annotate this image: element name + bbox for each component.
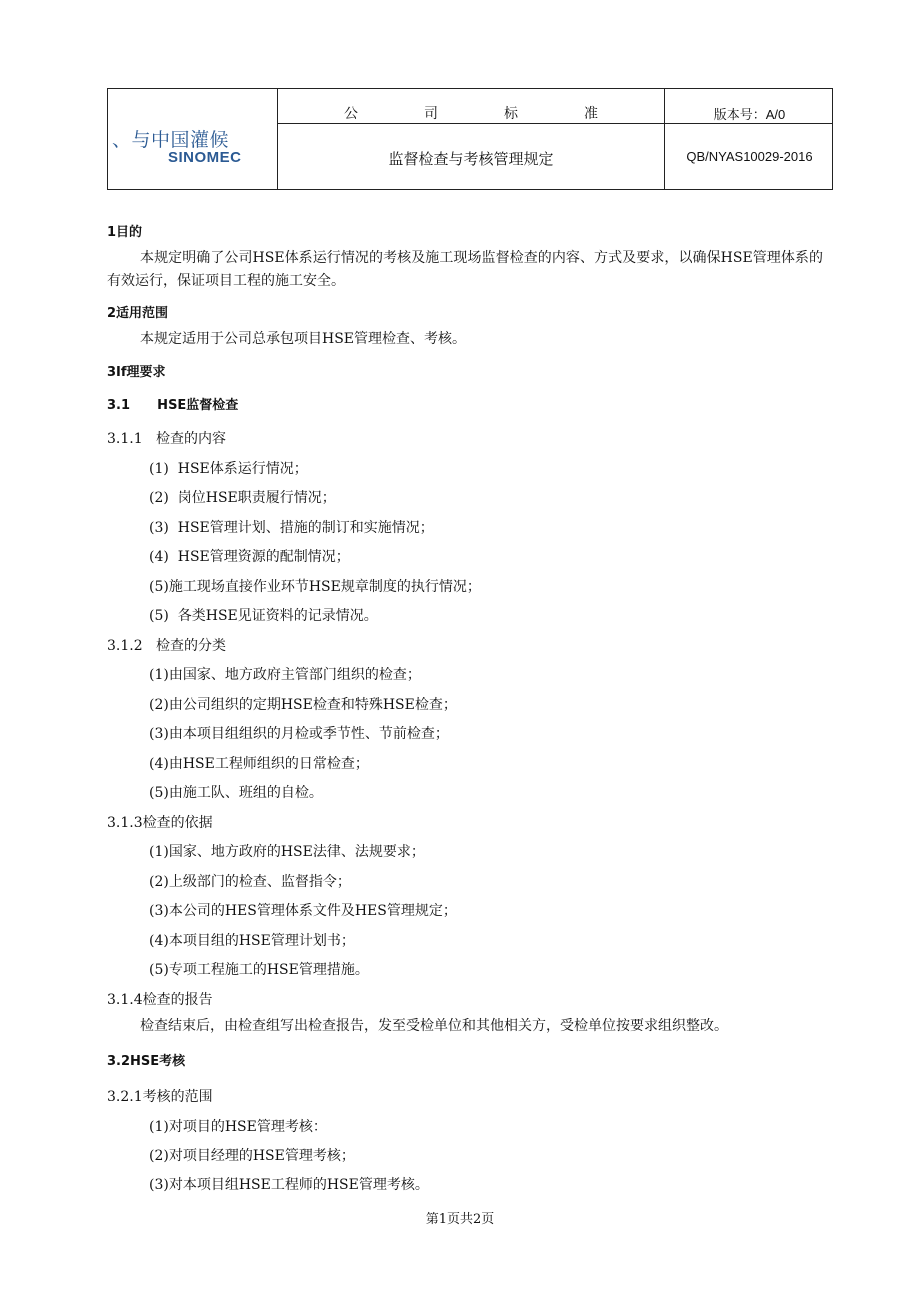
document-code: QB/NYAS10029-2016 xyxy=(686,149,813,164)
list-item: (3)由本项目组组织的月检或季节性、节前检查； xyxy=(149,726,449,742)
list-item: (4) HSE管理资源的配制情况； xyxy=(149,549,350,565)
section-heading: 2适用范围 xyxy=(107,306,169,321)
list-item: (5) 各类HSE见证资料的记录情况。 xyxy=(149,608,378,624)
document-header-table xyxy=(107,88,833,190)
list-item: (1) HSE体系运行情况； xyxy=(149,461,308,477)
company-standard-char: 准 xyxy=(584,106,598,122)
list-item: (3)对本项目组HSE工程师的HSE管理考核。 xyxy=(149,1177,429,1193)
header-divider xyxy=(277,123,832,124)
clause-heading: 3.1.1 检查的内容 xyxy=(107,431,226,447)
clause-heading: 3.2.1考核的范围 xyxy=(107,1089,213,1105)
list-item: (1)由国家、地方政府主管部门组织的检查； xyxy=(149,667,421,683)
company-standard-char: 标 xyxy=(504,106,518,122)
document-title: 监督检查与考核管理规定 xyxy=(388,151,554,168)
paragraph: 本规定明确了公司HSE体系运行情况的考核及施工现场监督检查的内容、方式及要求，以确保HSE管理体系的有效运行，保证项目工程的施工安全。 xyxy=(107,250,823,289)
list-item: (2) 岗位HSE职责履行情况； xyxy=(149,490,336,506)
list-item: (3) HSE管理计划、措施的制订和实施情况； xyxy=(149,520,434,536)
company-logo-en: SINOMEC xyxy=(168,149,242,166)
subsection-heading: 3.2HSE考核 xyxy=(107,1054,186,1069)
clause-heading: 3.1.3检查的依据 xyxy=(107,815,213,831)
list-item: (1)对项目的HSE管理考核： xyxy=(149,1119,327,1135)
section-heading: 3If理要求 xyxy=(107,365,166,380)
list-item: (4)本项目组的HSE管理计划书； xyxy=(149,933,355,949)
company-standard-label xyxy=(278,103,664,123)
paragraph: 检查结束后，由检查组写出检查报告，发至受检单位和其他相关方，受检单位按要求组织整改。 xyxy=(140,1018,728,1034)
company-standard-char: 公 xyxy=(344,106,358,122)
list-item: (2)由公司组织的定期HSE检查和特殊HSE检查； xyxy=(149,697,457,713)
list-item: (4)由HSE工程师组织的日常检查； xyxy=(149,756,369,772)
list-item: (3)本公司的HES管理体系文件及HES管理规定； xyxy=(149,903,457,919)
list-item: (2)上级部门的检查、监督指令； xyxy=(149,874,351,890)
list-item: (5)由施工队、班组的自检。 xyxy=(149,785,323,801)
list-item: (5)专项工程施工的HSE管理措施。 xyxy=(149,962,369,978)
clause-heading: 3.1.2 检查的分类 xyxy=(107,638,226,654)
section-heading: 1目的 xyxy=(107,225,143,240)
page-number: 第1页共2页 xyxy=(425,1212,495,1227)
list-item: (1)国家、地方政府的HSE法律、法规要求； xyxy=(149,844,425,860)
clause-heading: 3.1.4检查的报告 xyxy=(107,992,213,1008)
paragraph: 本规定适用于公司总承包项目HSE管理检查、考核。 xyxy=(140,331,467,347)
version-number: 版本号：A/0 xyxy=(713,107,786,122)
company-logo-cn: 、与中国灌候 xyxy=(112,129,230,151)
company-standard-char: 司 xyxy=(424,106,438,122)
list-item: (5)施工现场直接作业环节HSE规章制度的执行情况； xyxy=(149,579,481,595)
list-item: (2)对项目经理的HSE管理考核； xyxy=(149,1148,355,1164)
subsection-heading: 3.1 HSE监督检查 xyxy=(107,398,239,413)
